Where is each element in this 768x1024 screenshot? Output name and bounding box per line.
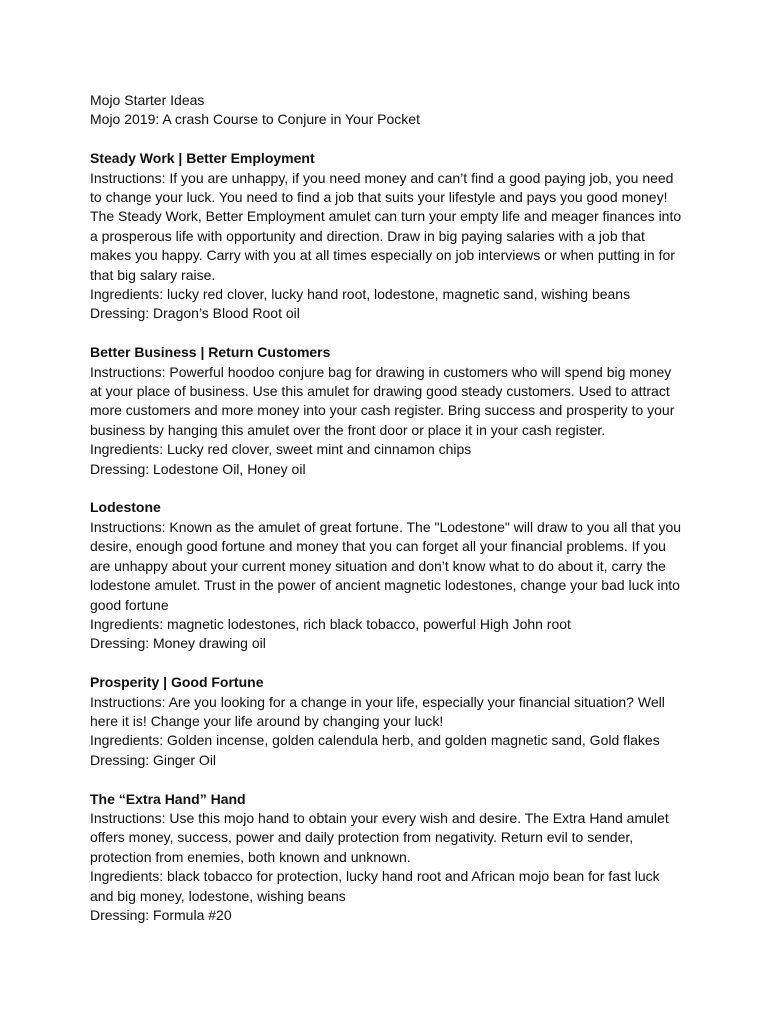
instructions-line: Instructions: Known as the amulet of great fortune. The "Lodestone" will draw to you all that you (90, 518, 682, 535)
ingredients-line: Ingredients: Golden incense, golden calendula herb, and golden magnetic sand, Gold flakes (90, 732, 660, 749)
section-steady-work (90, 149, 690, 324)
ingredients-line: Ingredients: black tobacco for protection, lucky hand root and African mojo bean for fast luck (90, 868, 660, 885)
instructions-line: protection from enemies, both known and unknown. (90, 848, 411, 865)
dressing-line: Dressing: Dragon’s Blood Root oil (90, 305, 300, 322)
instructions-line: makes you happy. Carry with you at all times especially on job interviews or when putting in for (90, 247, 675, 264)
section-lodestone (90, 498, 690, 653)
section-extra-hand (90, 790, 690, 926)
ingredients-line: Ingredients: magnetic lodestones, rich black tobacco, powerful High John root (90, 615, 571, 632)
section-prosperity (90, 673, 690, 770)
dressing-line: Dressing: Ginger Oil (90, 751, 217, 768)
instructions-line: more customers and more money into your cash register. Bring success and prosperity to your (90, 402, 675, 419)
section-heading: Prosperity | Good Fortune (90, 674, 264, 691)
instructions-line: desire, enough good fortune and money that you can forget all your financial problems. If you (90, 538, 666, 555)
document-title: Mojo Starter Ideas (90, 92, 205, 108)
document-page (90, 91, 690, 925)
instructions-line: a prosperous life with opportunity and direction. Draw in big paying salaries with a job that (90, 227, 645, 244)
section-better-business (90, 343, 690, 479)
dressing-line: Dressing: Formula #20 (90, 906, 232, 923)
section-heading: Lodestone (90, 499, 161, 516)
section-heading: The “Extra Hand” Hand (90, 790, 246, 807)
document-subtitle: Mojo 2019: A crash Course to Conjure in Your Pocket (90, 111, 420, 128)
instructions-line: at your place of business. Use this amulet for drawing good steady customers. Used to attract (90, 383, 670, 400)
instructions-line: Instructions: Powerful hoodoo conjure bag for drawing in customers who will spend big money (90, 363, 672, 380)
instructions-line: The Steady Work, Better Employment amulet can turn your empty life and meager finances into (90, 208, 682, 225)
section-heading: Better Business | Return Customers (90, 344, 331, 361)
instructions-line: to change your luck. You need to find a job that suits your lifestyle and pays you good money! (90, 189, 668, 206)
dressing-line: Dressing: Money drawing oil (90, 635, 266, 652)
instructions-line: are unhappy about your current money situation and don’t know what to do about it, carry the (90, 557, 666, 574)
instructions-line: Instructions: Are you looking for a change in your life, especially your financial situation? Well (90, 693, 665, 710)
instructions-line: good fortune (90, 596, 169, 613)
instructions-line: offers money, success, power and daily protection from negativity. Return evil to sender, (90, 829, 634, 846)
instructions-line: business by hanging this amulet over the front door or place it in your cash register. (90, 421, 606, 438)
instructions-line: that big salary raise. (90, 266, 216, 283)
instructions-line: Instructions: Use this mojo hand to obtain your every wish and desire. The Extra Hand amulet (90, 809, 669, 826)
instructions-line: here it is! Change your life around by changing your luck! (90, 712, 444, 729)
dressing-line: Dressing: Lodestone Oil, Honey oil (90, 460, 306, 477)
instructions-line: Instructions: If you are unhappy, if you need money and can’t find a good paying job, you need (90, 169, 674, 186)
instructions-line: lodestone amulet. Trust in the power of ancient magnetic lodestones, change your bad luck into (90, 577, 680, 594)
section-heading: Steady Work | Better Employment (90, 150, 315, 167)
ingredients-line: and big money, lodestone, wishing beans (90, 887, 346, 904)
ingredients-line: Ingredients: Lucky red clover, sweet mint and cinnamon chips (90, 441, 472, 458)
ingredients-line: Ingredients: lucky red clover, lucky hand root, lodestone, magnetic sand, wishing beans (90, 286, 631, 303)
